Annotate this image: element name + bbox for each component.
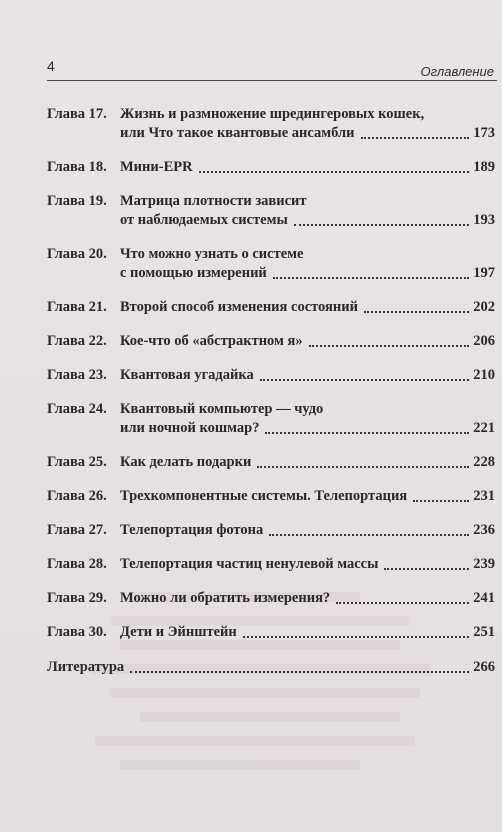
toc-title-text: Кое-что об «абстрактном я» — [120, 333, 303, 349]
toc-entry — [47, 555, 497, 574]
toc-title-line — [120, 192, 497, 211]
toc-entry — [47, 400, 497, 438]
toc-title-text: Можно ли обратить измерения? — [120, 590, 331, 606]
running-head: Оглавление — [420, 64, 494, 79]
toc-chapter-label: Глава 17. — [47, 106, 107, 122]
toc-page-number: 228 — [473, 454, 495, 470]
toc-leader-dots — [130, 670, 469, 673]
toc-chapter-label: Глава 23. — [47, 367, 107, 383]
toc-chapter-label: Глава 30. — [47, 624, 107, 640]
toc-entry-body — [120, 521, 497, 540]
toc-entry — [47, 366, 497, 385]
toc-entry — [47, 332, 497, 351]
toc-entry-body — [120, 400, 497, 438]
toc-title-text: Квантовая угадайка — [120, 367, 254, 383]
toc-title-line — [120, 419, 497, 438]
toc-chapter-label: Глава 19. — [47, 193, 107, 209]
toc-entry-body — [120, 366, 497, 385]
toc-page-number: 189 — [473, 159, 495, 175]
toc-title-text: Литература — [47, 659, 125, 675]
toc-title-line — [120, 105, 497, 124]
toc-page-number: 239 — [473, 556, 495, 572]
toc-title-text: Квантовый компьютер — чудо — [120, 401, 324, 417]
toc-chapter-label: Глава 26. — [47, 488, 107, 504]
toc-title-text: Матрица плотности зависит — [120, 193, 307, 209]
toc-title-line — [120, 298, 497, 317]
toc-page-number: 236 — [473, 522, 495, 538]
toc-leader-dots — [269, 533, 469, 536]
toc-chapter-label: Глава 28. — [47, 556, 107, 572]
toc-entry-body — [120, 623, 497, 642]
toc-entry-body — [120, 105, 497, 143]
toc-page-number: 193 — [473, 212, 495, 228]
toc-entry — [47, 487, 497, 506]
toc-title-line — [120, 366, 497, 385]
toc-title-line — [120, 124, 497, 143]
toc-page-number: 202 — [473, 299, 495, 315]
toc-title-line — [120, 245, 497, 264]
toc-leader-dots — [260, 378, 470, 381]
toc-title-line — [120, 623, 497, 642]
toc-title-line — [47, 658, 497, 677]
toc-entry-body — [120, 158, 497, 177]
toc-entry — [47, 245, 497, 283]
toc-title-text: от наблюдаемых системы — [120, 212, 288, 228]
toc-entry — [47, 105, 497, 143]
toc-title-line — [120, 487, 497, 506]
toc-title-text: Второй способ изменения состояний — [120, 299, 358, 315]
toc-title-line — [120, 158, 497, 177]
toc-leader-dots — [294, 223, 469, 226]
toc-page-number: 241 — [473, 590, 495, 606]
toc-chapter-label: Глава 21. — [47, 299, 107, 315]
toc-title-text: с помощью измерений — [120, 265, 267, 281]
toc-entry — [47, 453, 497, 472]
toc-title-line — [120, 555, 497, 574]
toc-page-number: 266 — [473, 659, 495, 675]
toc-title-line — [120, 211, 497, 230]
header-rule — [47, 80, 497, 81]
toc-title-text: Трехкомпонентные системы. Телепортация — [120, 488, 408, 504]
toc-leader-dots — [265, 431, 469, 434]
toc-title-text: Мини-EPR — [120, 159, 193, 175]
toc-entry — [47, 589, 497, 608]
table-of-contents — [47, 91, 497, 677]
toc-leader-dots — [309, 344, 470, 347]
toc-chapter-label: Глава 27. — [47, 522, 107, 538]
toc-title-text: или ночной кошмар? — [120, 420, 260, 436]
toc-entry-body — [120, 453, 497, 472]
toc-page-number: 221 — [473, 420, 495, 436]
toc-chapter-label: Глава 25. — [47, 454, 107, 470]
toc-entry-body — [120, 555, 497, 574]
toc-chapter-label: Глава 24. — [47, 401, 107, 417]
toc-page-number: 173 — [473, 125, 495, 141]
toc-leader-dots — [413, 499, 469, 502]
toc-title-text: или Что такое квантовые ансамбли — [120, 125, 355, 141]
toc-page-number: 206 — [473, 333, 495, 349]
toc-entry-body — [47, 658, 497, 677]
toc-chapter-label: Глава 22. — [47, 333, 107, 349]
toc-title-line — [120, 521, 497, 540]
toc-entry-body — [120, 192, 497, 230]
toc-leader-dots — [361, 136, 470, 139]
toc-leader-dots — [273, 276, 469, 279]
toc-chapter-label: Глава 18. — [47, 159, 107, 175]
toc-leader-dots — [243, 635, 470, 638]
toc-entry — [47, 658, 497, 677]
toc-entry — [47, 158, 497, 177]
toc-title-text: Что можно узнать о системе — [120, 246, 304, 262]
toc-title-text: Дети и Эйнштейн — [120, 624, 237, 640]
toc-entry — [47, 298, 497, 317]
toc-entry-body — [120, 245, 497, 283]
toc-leader-dots — [257, 465, 469, 468]
toc-page-number: 197 — [473, 265, 495, 281]
toc-title-line — [120, 453, 497, 472]
toc-page-number: 231 — [473, 488, 495, 504]
toc-entry — [47, 623, 497, 642]
page-number: 4 — [47, 58, 55, 74]
toc-leader-dots — [364, 310, 469, 313]
toc-leader-dots — [336, 601, 469, 604]
toc-chapter-label: Глава 29. — [47, 590, 107, 606]
toc-page-number: 251 — [473, 624, 495, 640]
toc-title-text: Телепортация фотона — [120, 522, 264, 538]
toc-title-line — [120, 589, 497, 608]
toc-entry — [47, 192, 497, 230]
toc-entry — [47, 521, 497, 540]
toc-entry-body — [120, 589, 497, 608]
toc-title-text: Телепортация частиц ненулевой массы — [120, 556, 379, 572]
toc-leader-dots — [384, 567, 469, 570]
toc-title-line — [120, 264, 497, 283]
page-header — [47, 58, 497, 82]
toc-title-line — [120, 400, 497, 419]
toc-title-text: Жизнь и размножение шредингеровых кошек, — [120, 106, 425, 122]
toc-entry-body — [120, 332, 497, 351]
toc-chapter-label: Глава 20. — [47, 246, 107, 262]
toc-entry-body — [120, 487, 497, 506]
toc-leader-dots — [199, 170, 470, 173]
toc-title-line — [120, 332, 497, 351]
toc-entry-body — [120, 298, 497, 317]
toc-page-number: 210 — [473, 367, 495, 383]
toc-title-text: Как делать подарки — [120, 454, 252, 470]
